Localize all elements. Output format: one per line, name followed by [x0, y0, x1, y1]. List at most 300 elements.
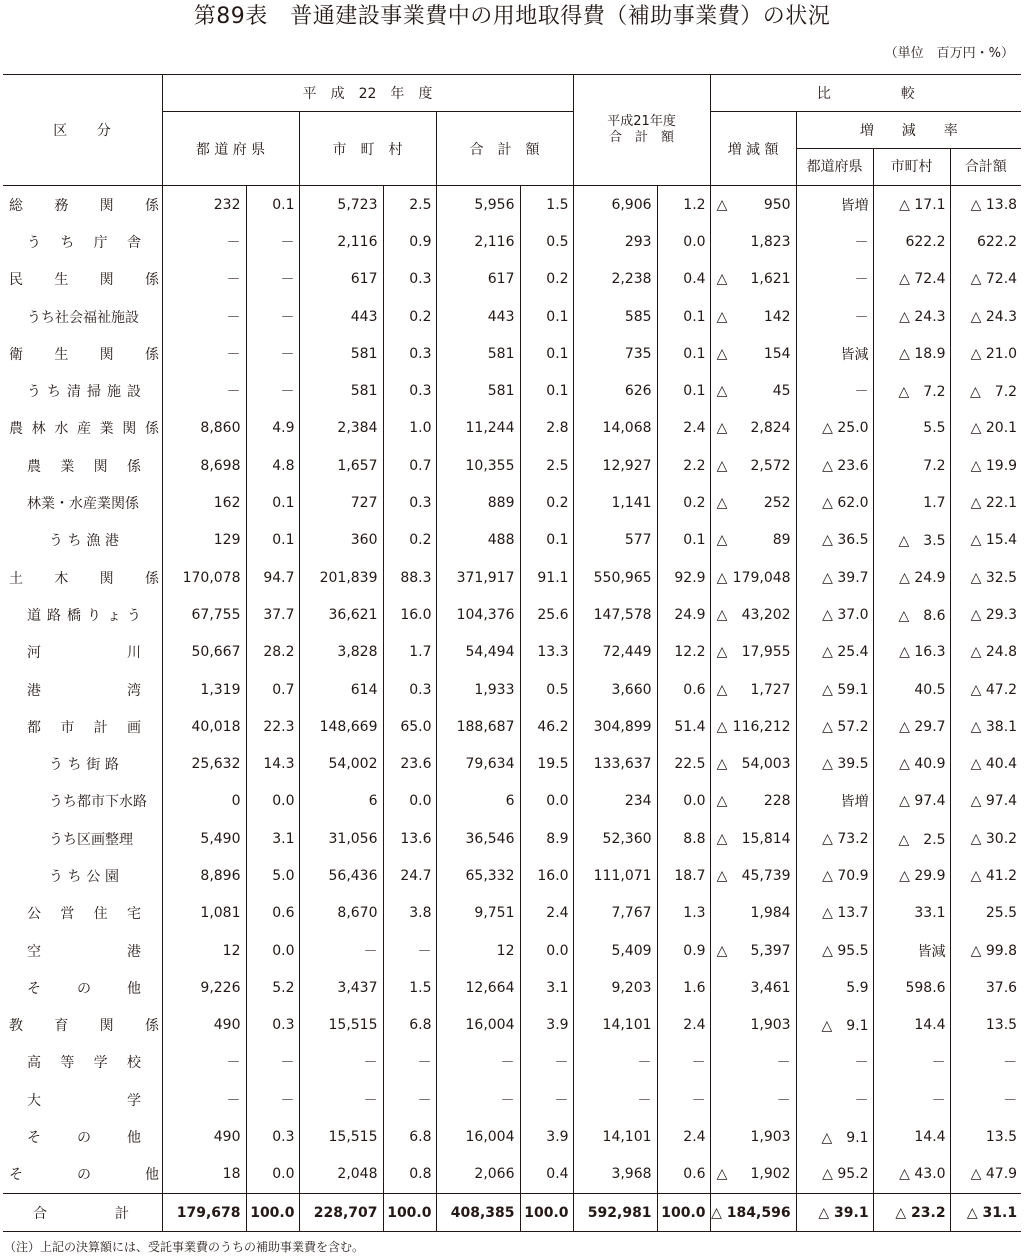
cell-rate-r1: △ 39.7	[796, 559, 873, 596]
cell-c6: 1.5	[520, 186, 573, 224]
row-label-char: 港	[27, 682, 41, 699]
row-label-char: ち	[67, 868, 82, 885]
table-row	[3, 857, 1021, 894]
cell-c5: 2,066	[436, 1156, 520, 1194]
cell-c2: 22.3	[246, 708, 299, 745]
cell-c3: 6	[299, 783, 383, 820]
cell-rate-r1: △ 57.2	[796, 708, 873, 745]
row-label	[9, 568, 159, 588]
cell-c4: 24.7	[383, 857, 436, 894]
cell-c7: 111,071	[573, 857, 657, 894]
cell-c1: 490	[162, 1007, 246, 1044]
cell-c4: 0.9	[383, 223, 436, 260]
table-row	[3, 1007, 1021, 1044]
cell-change-amount	[710, 261, 796, 298]
cell-c1: 129	[162, 522, 246, 559]
total-cell-c3: 228,707	[299, 1194, 383, 1232]
table-row	[3, 1081, 1021, 1118]
row-label-char: 画	[126, 719, 141, 736]
decrease-mark: △	[716, 606, 728, 623]
row-label	[27, 941, 141, 961]
cell-rate-r2: △ 40.9	[873, 745, 950, 782]
cell-c2: 4.8	[246, 447, 299, 484]
cell-c3: 56,436	[299, 857, 383, 894]
table-row	[3, 596, 1021, 633]
cell-c4: －	[383, 1044, 436, 1081]
cell-c3: 36,621	[299, 596, 383, 633]
cell-rate-r3: －	[1003, 1055, 1018, 1072]
cell-c7: 304,899	[573, 708, 657, 745]
row-label-char: 計	[93, 719, 108, 736]
row-label-char: う	[49, 868, 63, 885]
cell-rate-r2: △ 72.4	[873, 261, 950, 298]
decrease-mark: △	[716, 345, 728, 362]
change-amount-value: 43,202	[741, 606, 791, 623]
row-label-char: 業	[99, 421, 114, 438]
header-rate-total: 合計額	[950, 149, 1021, 186]
cell-c5: 16,004	[436, 1118, 520, 1155]
cell-rate-r3: △ 19.9	[970, 457, 1018, 474]
cell-c7: 2,238	[573, 261, 657, 298]
row-label-char: ょ	[107, 607, 121, 624]
row-label-char: の	[77, 1130, 91, 1147]
cell-rate-r1: △ 37.0	[796, 596, 873, 633]
change-amount-value: 154	[763, 345, 791, 362]
cell-c7: 293	[573, 223, 657, 260]
cell-c2: 28.2	[246, 634, 299, 671]
cell-c1: －	[162, 261, 246, 298]
cell-c4: 1.5	[383, 969, 436, 1006]
row-label-char: 設	[127, 384, 141, 401]
cell-c8: 0.4	[657, 261, 710, 298]
cell-c7: 735	[573, 335, 657, 372]
row-label-char: 係	[144, 1018, 159, 1035]
header-prefecture: 都 道 府 県	[162, 112, 299, 186]
cell-rate-r3: 13.5	[985, 1129, 1018, 1146]
cell-rate-r2: △ 24.3	[873, 298, 950, 335]
cell-c2: 0.0	[246, 1156, 299, 1194]
cell-change-amount	[710, 634, 796, 671]
cell-c3: －	[299, 932, 383, 969]
row-label-char: 清	[67, 384, 81, 401]
row-label-char: そ	[27, 1130, 41, 1147]
cell-c8: 0.1	[657, 298, 710, 335]
cell-c8: 0.0	[657, 223, 710, 260]
row-label	[27, 456, 141, 476]
row-label-char: 係	[144, 272, 159, 289]
row-label	[27, 1127, 141, 1147]
cell-c4: 16.0	[383, 596, 436, 633]
cell-c5: 12,664	[436, 969, 520, 1006]
decrease-mark: △	[716, 793, 728, 810]
decrease-mark: △	[716, 644, 728, 661]
cell-c2: －	[246, 335, 299, 372]
change-amount-value: 116,212	[732, 718, 791, 735]
row-label-cell	[3, 1081, 162, 1118]
row-label-char: 道	[27, 607, 41, 624]
cell-change-amount	[710, 298, 796, 335]
cell-change-amount	[710, 745, 796, 782]
row-label-char: 関	[99, 570, 114, 587]
row-label: 林業・水産業関係	[27, 496, 139, 513]
cell-c8: 92.9	[657, 559, 710, 596]
row-label-char: 公	[27, 906, 41, 923]
decrease-mark: △	[716, 942, 728, 959]
cell-c6: 0.1	[520, 372, 573, 409]
cell-rate-r1: △ 23.6	[796, 447, 873, 484]
decrease-mark: △	[716, 532, 728, 549]
row-label-cell	[3, 447, 162, 484]
cell-c6: 13.3	[520, 634, 573, 671]
row-label-char: ち	[60, 234, 75, 251]
cell-rate-r1: △ 25.0	[796, 410, 873, 447]
cell-c8: 1.6	[657, 969, 710, 1006]
cell-c6: 2.8	[520, 410, 573, 447]
table-row	[3, 745, 1021, 782]
cell-c4: －	[383, 932, 436, 969]
change-amount-value: 2,572	[750, 457, 791, 474]
cell-c5: －	[436, 1044, 520, 1081]
cell-rate-r2: 1.7	[873, 484, 950, 521]
change-amount-value: 1,903	[750, 1129, 791, 1146]
table-row	[3, 559, 1021, 596]
cell-c6: 2.5	[520, 447, 573, 484]
total-cell-c1: 179,678	[162, 1194, 246, 1232]
row-label-char: の	[77, 1167, 91, 1184]
cell-change-amount	[710, 820, 796, 857]
cell-rate-r2: 598.6	[873, 969, 950, 1006]
cell-change-amount	[710, 447, 796, 484]
row-label-char: 関	[99, 272, 114, 289]
cell-c7: 14,101	[573, 1118, 657, 1155]
row-label	[27, 1090, 141, 1110]
cell-c7: 14,101	[573, 1007, 657, 1044]
cell-c4: 3.8	[383, 895, 436, 932]
table-row	[3, 223, 1021, 260]
cell-c2: 0.3	[246, 1007, 299, 1044]
cell-rate-r3: △ 38.1	[970, 718, 1018, 735]
cell-c3: 31,056	[299, 820, 383, 857]
cell-c6: 46.2	[520, 708, 573, 745]
cell-c7: 1,141	[573, 484, 657, 521]
cell-c4: 1.0	[383, 410, 436, 447]
cell-c8: 0.1	[657, 372, 710, 409]
cell-c1: －	[162, 223, 246, 260]
header-municipality: 市 町 村	[299, 112, 436, 186]
row-label-char: 民	[9, 272, 23, 289]
row-label-char: 木	[54, 570, 69, 587]
table-title: 第89表 普通建設事業費中の用地取得費（補助事業費）の状況	[193, 4, 831, 29]
total-cell-c8: 100.0	[657, 1194, 710, 1232]
change-amount-value: 1,727	[750, 681, 791, 698]
cell-c4: 0.3	[383, 261, 436, 298]
cell-rate-r2: 14.4	[873, 1007, 950, 1044]
cell-c8: 0.2	[657, 484, 710, 521]
cell-rate-r2: △ 18.9	[873, 335, 950, 372]
table-row	[3, 335, 1021, 372]
row-label-char: 川	[127, 645, 141, 662]
row-label-char: う	[49, 757, 63, 774]
table-row	[3, 410, 1021, 447]
total-cell-c4: 100.0	[383, 1194, 436, 1232]
cell-rate-r2: △ 29.9	[873, 857, 950, 894]
cell-c8: 8.8	[657, 820, 710, 857]
cell-c2: －	[246, 1044, 299, 1081]
row-label	[27, 680, 141, 700]
decrease-mark: △	[716, 308, 728, 325]
row-label	[9, 344, 159, 364]
total-label-cell	[3, 1194, 162, 1232]
cell-c1: 162	[162, 484, 246, 521]
cell-rate-r2: △ 29.7	[873, 708, 950, 745]
cell-c5: 9,751	[436, 895, 520, 932]
cell-c7: 577	[573, 522, 657, 559]
change-amount-value: 1,903	[750, 1017, 791, 1034]
cell-c4: 23.6	[383, 745, 436, 782]
cell-rate-r1: △ 95.2	[796, 1156, 873, 1194]
row-label-char: 関	[99, 1018, 114, 1035]
total-row	[3, 1194, 1021, 1232]
cell-change-amount	[710, 335, 796, 372]
row-label-char: 掃	[87, 384, 101, 401]
cell-c1: 50,667	[162, 634, 246, 671]
row-label-cell	[3, 671, 162, 708]
row-label-char: 学	[127, 1092, 141, 1109]
data-table	[3, 74, 1021, 1232]
row-label	[27, 903, 141, 923]
cell-c4: 0.2	[383, 522, 436, 559]
row-label-cell	[3, 895, 162, 932]
cell-c5: 581	[436, 335, 520, 372]
table-row	[3, 447, 1021, 484]
row-label-char: 住	[93, 906, 108, 923]
cell-rate-r3: △ 47.2	[970, 681, 1018, 698]
row-label-char: 土	[9, 570, 23, 587]
cell-change-amount	[710, 671, 796, 708]
decrease-mark: △	[716, 756, 728, 773]
cell-change-amount	[710, 410, 796, 447]
cell-c3: 2,116	[299, 223, 383, 260]
row-label-cell	[3, 1156, 162, 1194]
cell-c1: －	[162, 335, 246, 372]
cell-c4: 13.6	[383, 820, 436, 857]
row-label-cell	[3, 857, 162, 894]
total-rate-r1: △ 39.1	[796, 1194, 873, 1232]
cell-c1: 0	[162, 783, 246, 820]
header-heisei22: 平 成 22 年 度	[162, 75, 573, 112]
cell-c3: －	[299, 1081, 383, 1118]
cell-c8: 1.2	[657, 186, 710, 224]
cell-c5: －	[436, 1081, 520, 1118]
cell-rate-r3: △ 30.2	[970, 830, 1018, 847]
cell-c2: 14.3	[246, 745, 299, 782]
row-label-cell	[3, 335, 162, 372]
row-label	[9, 1164, 159, 1184]
header-heisei21-line1: 平成21年度	[607, 114, 676, 129]
cell-rate-r3: △ 13.8	[970, 196, 1018, 213]
row-label-cell	[3, 932, 162, 969]
cell-c7: 9,203	[573, 969, 657, 1006]
table-row	[3, 261, 1021, 298]
change-amount-value: 3,461	[750, 979, 791, 996]
row-label-char: そ	[9, 1167, 23, 1184]
change-amount-value: 89	[772, 532, 791, 549]
row-label-char: 街	[86, 757, 101, 774]
decrease-mark: △	[716, 457, 728, 474]
row-label-char: 公	[86, 868, 101, 885]
row-label-char: 農	[9, 421, 23, 438]
cell-c3: 5,723	[299, 186, 383, 224]
row-label	[27, 605, 141, 625]
cell-c3: 614	[299, 671, 383, 708]
cell-c8: 2.2	[657, 447, 710, 484]
row-label-char: 係	[126, 458, 141, 475]
row-label-char: 営	[60, 906, 75, 923]
cell-rate-r1: △ 73.2	[796, 820, 873, 857]
row-label-char: 総	[9, 197, 23, 214]
cell-c1: 1,081	[162, 895, 246, 932]
cell-change-amount	[710, 559, 796, 596]
cell-rate-r1: △ 70.9	[796, 857, 873, 894]
cell-rate-r2: －	[873, 1044, 950, 1081]
row-label-char: う	[49, 533, 63, 550]
cell-rate-r3: △ 47.9	[970, 1166, 1018, 1183]
cell-c6: 16.0	[520, 857, 573, 894]
cell-c2: 0.0	[246, 932, 299, 969]
cell-c4: 1.7	[383, 634, 436, 671]
row-label-char: 生	[54, 272, 69, 289]
cell-c6: 0.5	[520, 223, 573, 260]
cell-c8: 24.9	[657, 596, 710, 633]
cell-c6: 0.1	[520, 335, 573, 372]
table-row	[3, 932, 1021, 969]
decrease-mark: △	[716, 569, 728, 586]
cell-c5: 12	[436, 932, 520, 969]
row-label-char: 市	[60, 719, 75, 736]
cell-c1: 18	[162, 1156, 246, 1194]
total-rate-r2: △ 23.2	[873, 1194, 950, 1232]
cell-c8: 2.4	[657, 1118, 710, 1155]
cell-c5: 188,687	[436, 708, 520, 745]
cell-c1: 232	[162, 186, 246, 224]
cell-c6: －	[520, 1044, 573, 1081]
row-label-char: そ	[27, 980, 41, 997]
cell-c5: 2,116	[436, 223, 520, 260]
change-amount-value: 45	[772, 383, 791, 400]
cell-c2: 94.7	[246, 559, 299, 596]
cell-rate-r2: 5.5	[873, 410, 950, 447]
cell-rate-r3: △ 15.4	[970, 532, 1018, 549]
cell-c5: 16,004	[436, 1007, 520, 1044]
row-label-char: ち	[67, 533, 82, 550]
cell-c3: 617	[299, 261, 383, 298]
row-label	[9, 269, 159, 289]
cell-c6: －	[520, 1081, 573, 1118]
row-label: うち都市下水路	[49, 794, 147, 811]
footnote: （注）上記の決算額には、受託事業費のうちの補助事業費を含む。	[4, 1240, 365, 1254]
row-label-cell	[3, 372, 162, 409]
cell-c6: 0.0	[520, 932, 573, 969]
cell-c5: 10,355	[436, 447, 520, 484]
cell-c1: 12	[162, 932, 246, 969]
total-label-char: 計	[115, 1205, 129, 1222]
cell-rate-r3: 622.2	[976, 233, 1018, 250]
row-label-char: り	[87, 607, 101, 624]
row-label	[49, 866, 119, 886]
cell-c8: 51.4	[657, 708, 710, 745]
cell-c1: 8,896	[162, 857, 246, 894]
total-cell-c7: 592,981	[573, 1194, 657, 1232]
row-label-cell	[3, 522, 162, 559]
cell-c1: 8,698	[162, 447, 246, 484]
change-amount-value: 45,739	[741, 867, 791, 884]
cell-c5: 617	[436, 261, 520, 298]
cell-c3: 443	[299, 298, 383, 335]
cell-rate-r1: △ 25.4	[796, 634, 873, 671]
row-label-char: 係	[144, 197, 159, 214]
cell-rate-r2: △ 43.0	[873, 1156, 950, 1194]
change-amount-value: 252	[763, 495, 791, 512]
row-label-char: 務	[54, 197, 69, 214]
row-label-char: 施	[107, 384, 121, 401]
header-kubun: 区 分	[3, 75, 162, 186]
decrease-mark: △	[716, 271, 728, 288]
row-label-cell	[3, 708, 162, 745]
cell-c4: 0.3	[383, 671, 436, 708]
cell-rate-r2: △ 24.9	[873, 559, 950, 596]
cell-c2: 0.1	[246, 484, 299, 521]
cell-c3: 2,384	[299, 410, 383, 447]
cell-rate-r1: －	[796, 298, 873, 335]
decrease-mark: △	[716, 718, 728, 735]
cell-c3: 148,669	[299, 708, 383, 745]
cell-rate-r2: 622.2	[873, 223, 950, 260]
cell-c6: 3.1	[520, 969, 573, 1006]
cell-c2: 0.6	[246, 895, 299, 932]
row-label-char: 等	[60, 1055, 75, 1072]
total-change-amount: △ 184,596	[710, 1194, 796, 1232]
row-label-char: 衛	[9, 346, 23, 363]
cell-change-amount	[710, 969, 796, 1006]
cell-c1: 5,490	[162, 820, 246, 857]
cell-c2: 5.2	[246, 969, 299, 1006]
table-row	[3, 372, 1021, 409]
decrease-mark: △	[716, 830, 728, 847]
table-row	[3, 634, 1021, 671]
cell-c2: 0.0	[246, 783, 299, 820]
cell-c2: －	[246, 298, 299, 335]
row-label-char: 路	[47, 607, 61, 624]
row-label-char: 港	[127, 943, 141, 960]
cell-c2: 5.0	[246, 857, 299, 894]
cell-c1: 490	[162, 1118, 246, 1155]
cell-c5: 11,244	[436, 410, 520, 447]
row-label-char: う	[27, 384, 41, 401]
row-label-cell	[3, 634, 162, 671]
cell-c6: 0.0	[520, 783, 573, 820]
cell-c8: 0.1	[657, 522, 710, 559]
cell-c2: 4.9	[246, 410, 299, 447]
change-amount-value: 17,955	[741, 644, 791, 661]
row-label-char: 高	[27, 1055, 41, 1072]
change-amount-value: 228	[763, 793, 791, 810]
cell-c8: 0.6	[657, 1156, 710, 1194]
cell-c8: 0.9	[657, 932, 710, 969]
row-label-char: 都	[27, 719, 41, 736]
cell-c4: 0.3	[383, 372, 436, 409]
cell-rate-r1: △ 36.5	[796, 522, 873, 559]
row-label-cell	[3, 559, 162, 596]
